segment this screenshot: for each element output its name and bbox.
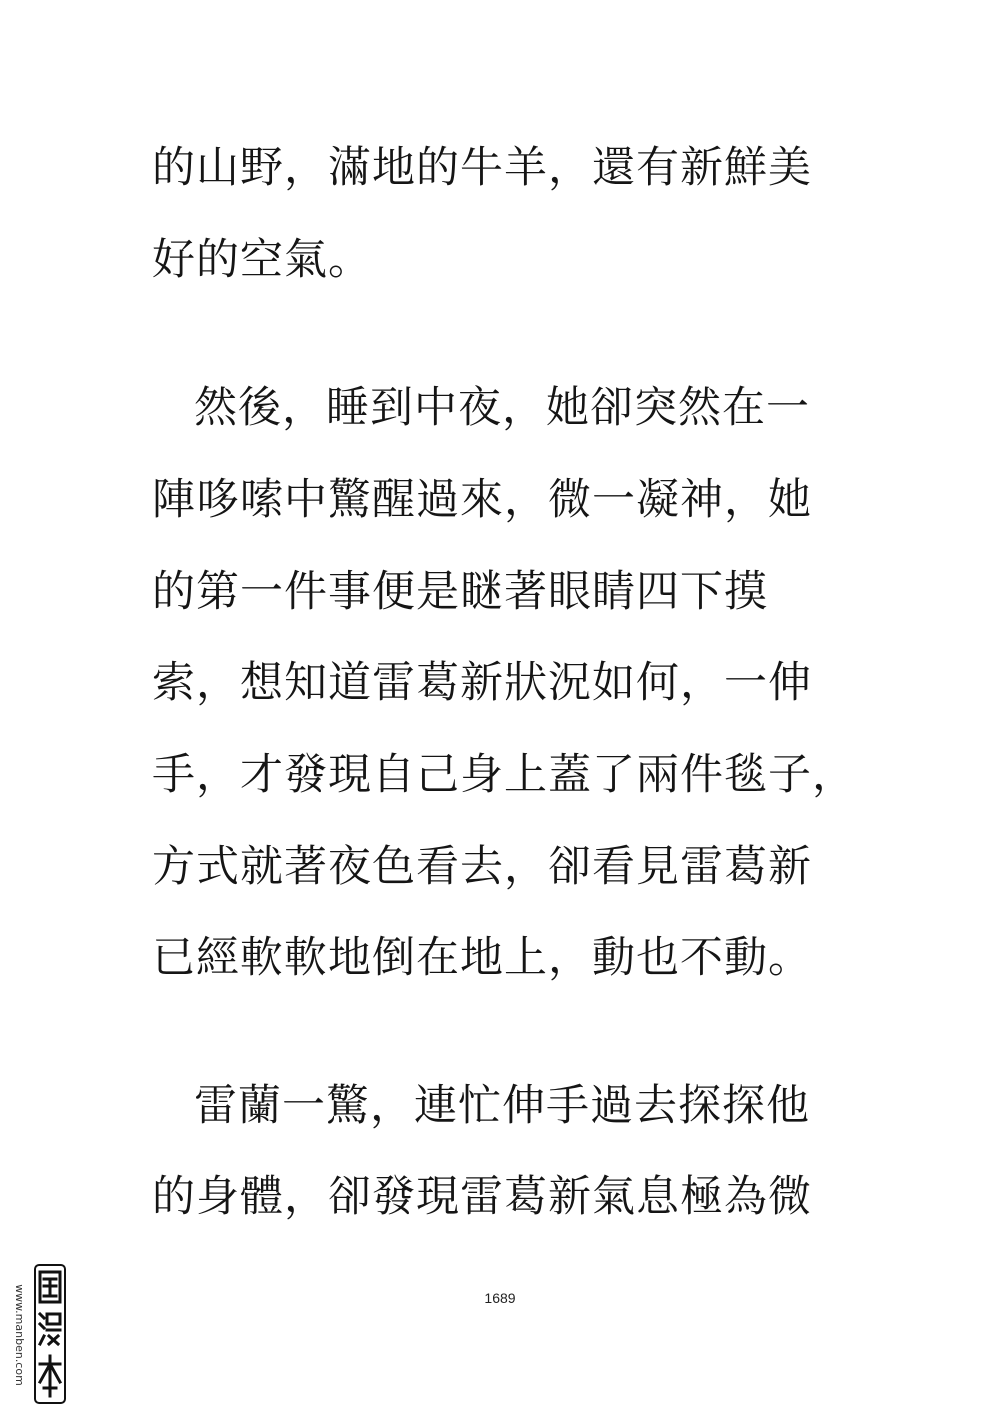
- text-line: 已經軟軟地倒在地上，動也不動。: [152, 933, 812, 983]
- text-line: 雷蘭一驚，連忙伸手過去探探他: [194, 1081, 810, 1131]
- text-line: 的身體，卻發現雷葛新氣息極為微: [152, 1172, 812, 1222]
- text-line: 好的空氣。: [152, 235, 372, 285]
- text-line: 然後，睡到中夜，她卻突然在一: [194, 383, 810, 433]
- text-line: 的山野，滿地的牛羊，還有新鮮美: [152, 143, 812, 193]
- svg-text:www.manben.com: www.manben.com: [13, 1284, 26, 1386]
- manben-logo-icon: [34, 1264, 66, 1404]
- text-line: 的第一件事便是瞇著眼睛四下摸: [152, 567, 768, 617]
- text-line: 手，才發現自己身上蓋了兩件毯子，: [152, 750, 856, 800]
- watermark-logo: [6, 1262, 68, 1408]
- watermark-url-icon: [8, 1266, 30, 1404]
- text-line: 索，想知道雷葛新狀況如何，一伸: [152, 658, 812, 708]
- text-line: 方式就著夜色看去，卻看見雷葛新: [152, 842, 812, 892]
- page-number: 1689: [484, 1290, 516, 1306]
- text-line: 陣哆嗦中驚醒過來，微一凝神，她: [152, 475, 812, 525]
